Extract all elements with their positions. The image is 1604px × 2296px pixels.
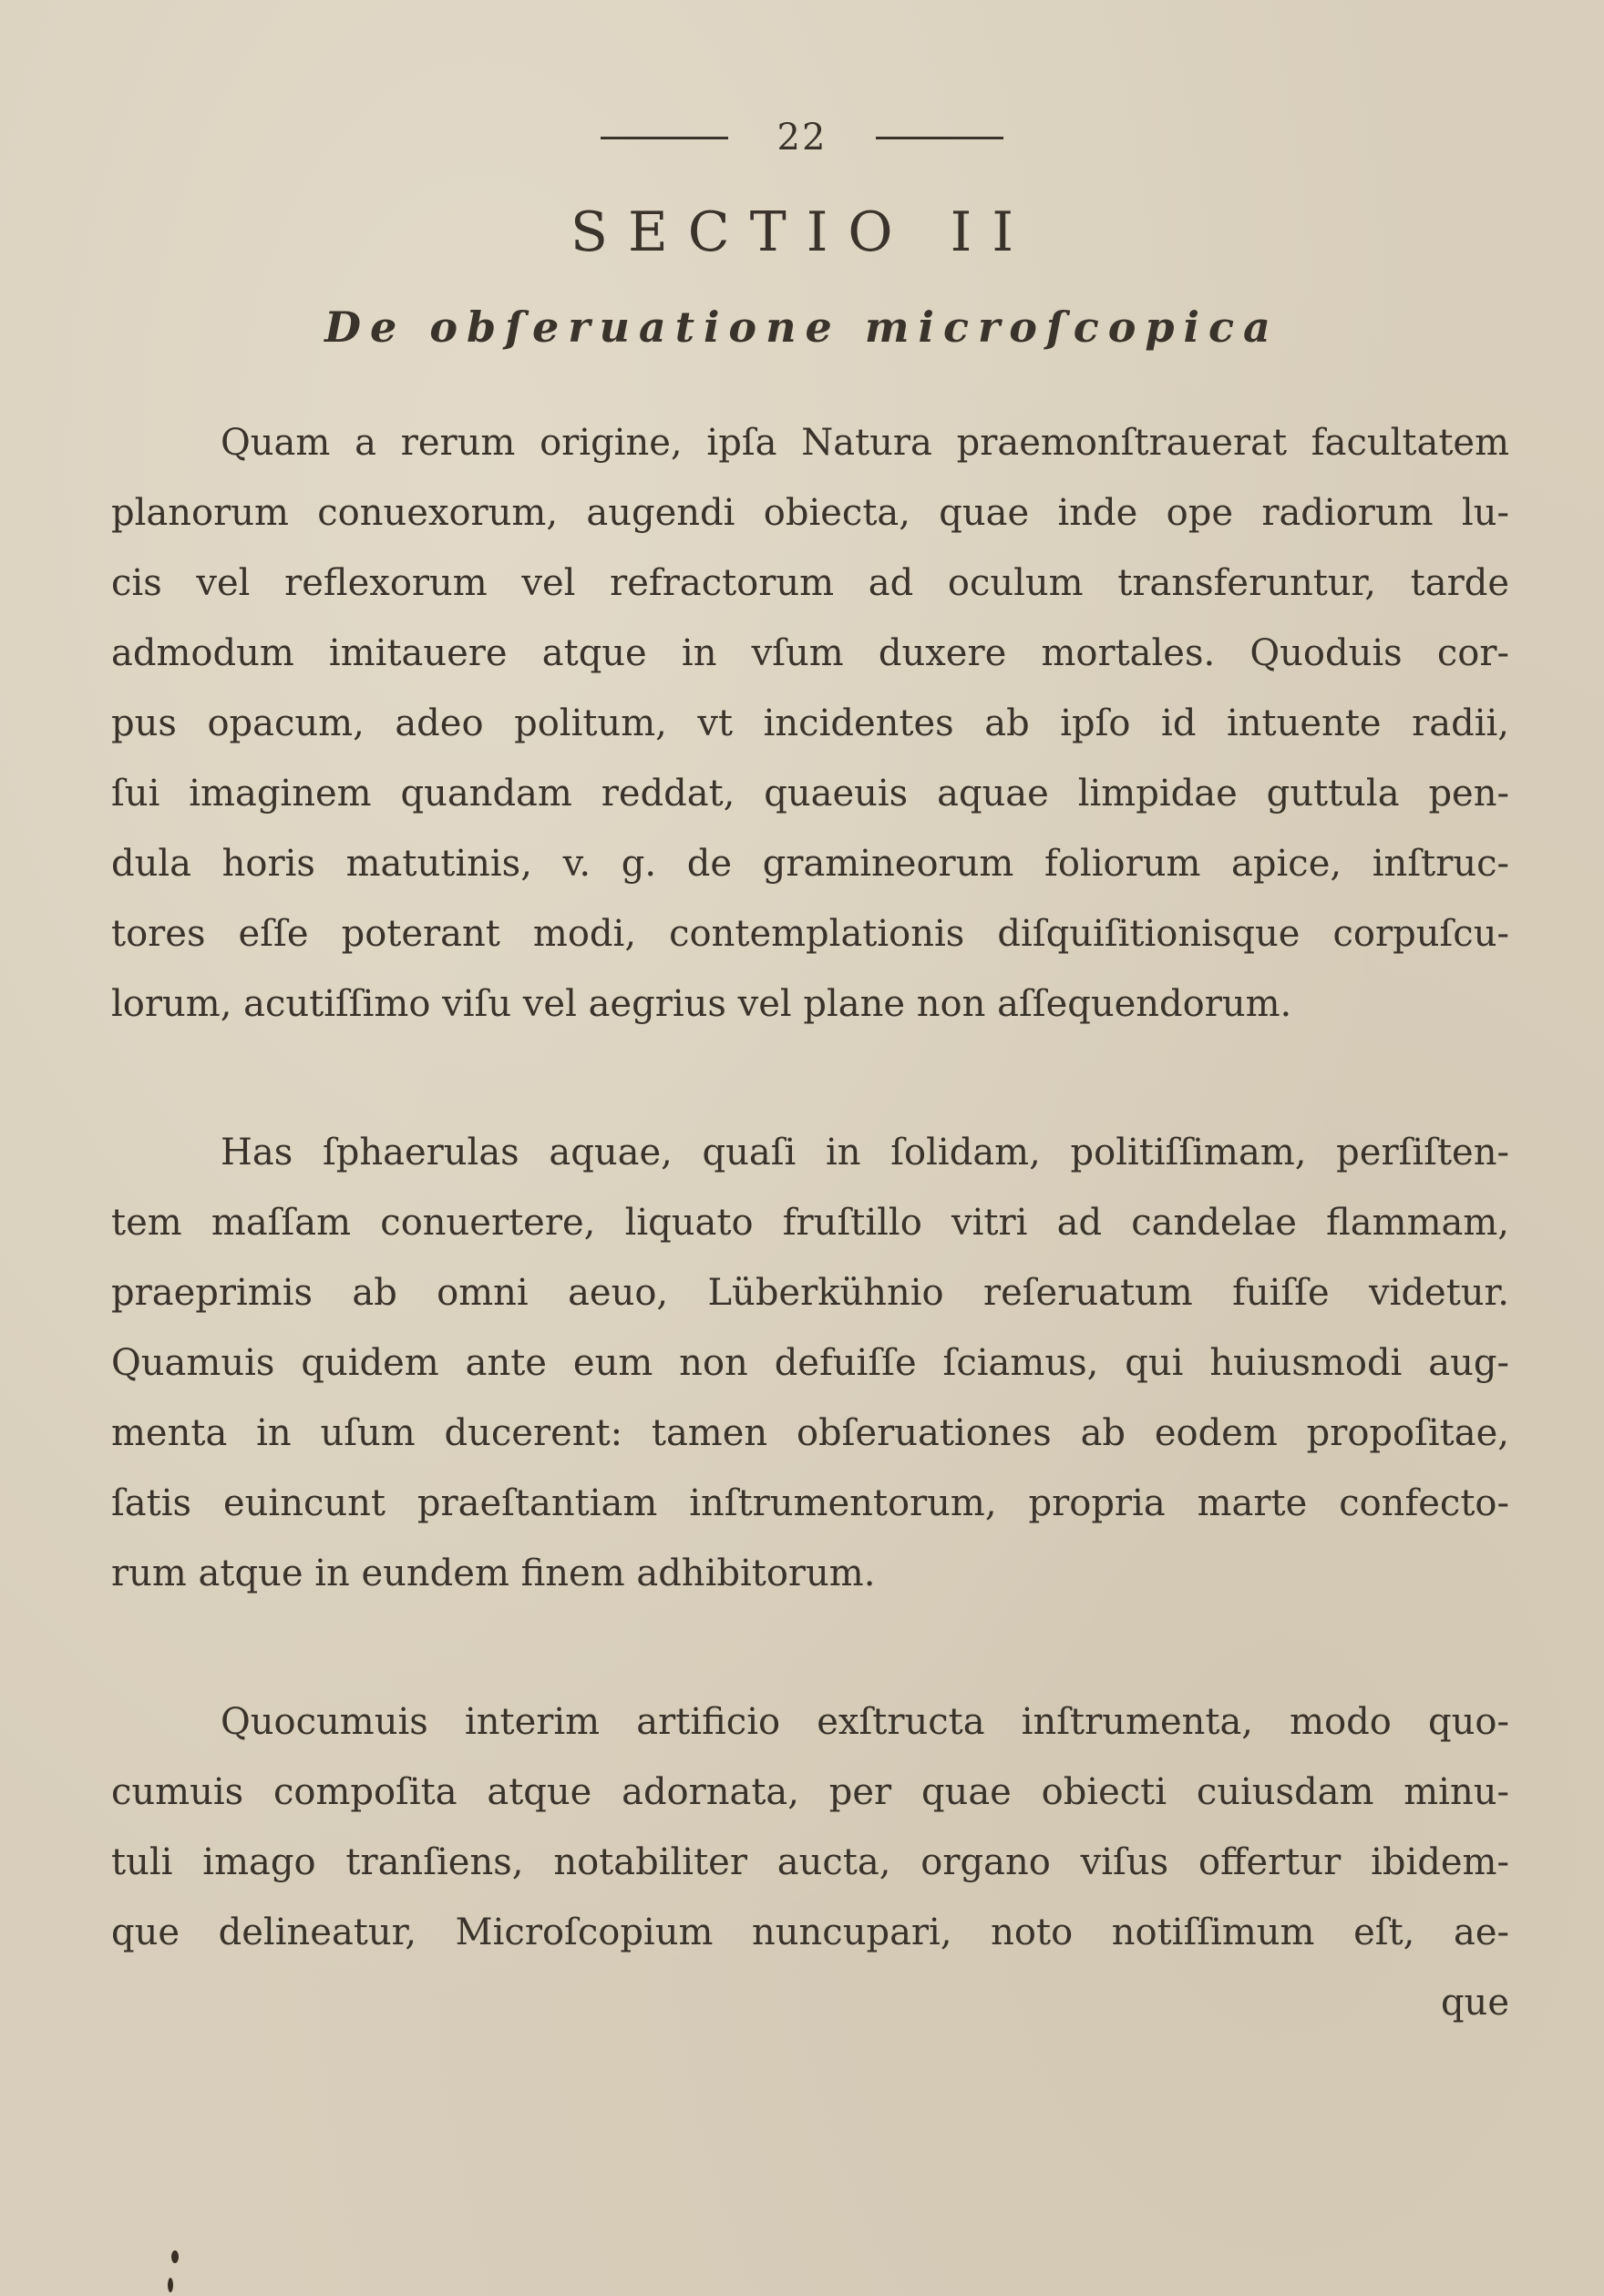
text-line: pus opacum, adeo politum, vt incidentes ab ipſo id intuente radii, xyxy=(111,702,1509,744)
paragraph-3 xyxy=(111,1687,1509,2038)
page-header xyxy=(0,117,1604,171)
text-line: rum atque in eundem finem adhibitorum. xyxy=(111,1553,876,1594)
paragraph-1 xyxy=(111,408,1509,1040)
section-subtitle: De obſeruatione microſcopica xyxy=(324,302,1280,352)
text-line: tores eſſe poterant modi, contemplationis diſquiſitionisque corpuſcu- xyxy=(111,913,1509,955)
text-line: tuli imago tranſiens, notabiliter aucta, organo viſus offertur ibidem- xyxy=(111,1841,1509,1883)
text-line: cumuis compoſita atque adornata, per quae obiecti cuiusdam minu- xyxy=(111,1771,1509,1813)
text-line: Quocumuis interim artificio exſtructa inſtrumenta, modo quo- xyxy=(221,1701,1509,1743)
paragraph-2 xyxy=(111,1118,1509,1609)
ink-speck xyxy=(171,2250,179,2263)
catchword: que xyxy=(1440,1982,1509,2024)
text-line: Has ſphaerulas aquae, quaſi in ſolidam, politiſſimam, perſiſten- xyxy=(221,1132,1509,1174)
text-line: dula horis matutinis, v. g. de gramineorum foliorum apice, inſtruc- xyxy=(111,843,1509,885)
text-line: ſatis euincunt praeſtantiam inſtrumentorum, propria marte confecto- xyxy=(111,1482,1509,1524)
text-line: que delineatur, Microſcopium nuncupari, noto notiſſimum eſt, ae- xyxy=(111,1912,1509,1953)
ink-speck xyxy=(168,2278,173,2292)
text-line: planorum conuexorum, augendi obiecta, quae inde ope radiorum lu- xyxy=(111,492,1509,534)
paragraph-gap xyxy=(111,1609,1509,1687)
text-line: Quamuis quidem ante eum non defuiſſe ſciamus, qui huiusmodi aug- xyxy=(111,1342,1509,1384)
text-line: cis vel reflexorum vel refractorum ad oculum transferuntur, tarde xyxy=(111,562,1509,604)
header-rule-right xyxy=(876,137,1003,139)
text-line: admodum imitauere atque in vſum duxere mortales. Quoduis cor- xyxy=(111,632,1509,674)
text-line: menta in uſum ducerent: tamen obſeruationes ab eodem propoſitae, xyxy=(111,1412,1509,1454)
text-line: praeprimis ab omni aeuo, Lüberkühnio reſeruatum fuiſſe videtur. xyxy=(111,1272,1509,1314)
page-number: 22 xyxy=(776,117,828,159)
paragraph-gap xyxy=(111,1040,1509,1118)
body-text xyxy=(111,408,1509,2038)
text-line: tem maſſam conuertere, liquato fruſtillo vitri ad candelae flammam, xyxy=(111,1202,1509,1244)
text-line: lorum, acutiſſimo viſu vel aegrius vel plane non aſſequendorum. xyxy=(111,983,1292,1025)
header-rule-left xyxy=(601,137,728,139)
section-title: SECTIO II xyxy=(570,200,1034,264)
text-line: ſui imaginem quandam reddat, quaeuis aquae limpidae guttula pen- xyxy=(111,773,1509,815)
text-line: Quam a rerum origine, ipſa Natura praemonſtrauerat facultatem xyxy=(221,422,1509,464)
